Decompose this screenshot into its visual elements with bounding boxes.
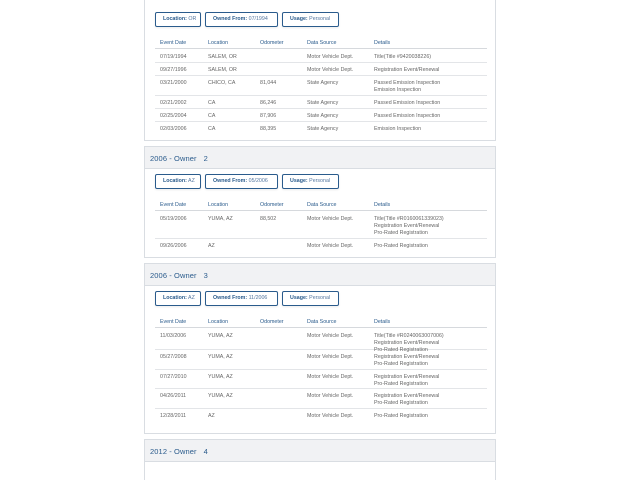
event-date-cell: 02/03/2006 (160, 126, 187, 132)
location-cell: CHICO, CA (208, 80, 236, 86)
event-date-cell: 05/19/2006 (160, 216, 187, 222)
details-cell (374, 354, 439, 368)
event-date-cell: 04/26/2011 (160, 393, 187, 399)
header-location: Location (208, 40, 229, 46)
history-row (155, 370, 487, 389)
history-row (155, 409, 487, 426)
details-line: Registration Event/Renewal (374, 67, 440, 73)
history-row (155, 76, 487, 96)
data-source-cell: Motor Vehicle Dept. (307, 67, 354, 73)
location-chip[interactable] (155, 291, 201, 306)
chip-label: Owned From: (213, 295, 248, 301)
owner-4-header[interactable] (144, 439, 496, 462)
details-line: Pro-Rated Registration (374, 243, 428, 249)
location-cell: YUMA, AZ (208, 393, 233, 399)
event-date-cell: 09/26/2006 (160, 243, 187, 249)
event-date-cell: 12/28/2011 (160, 413, 187, 419)
location-cell: CA (208, 113, 216, 119)
location-cell: YUMA, AZ (208, 374, 233, 380)
data-source-cell: Motor Vehicle Dept. (307, 413, 354, 419)
details-line: Registration Event/Renewal (374, 223, 440, 229)
event-date-cell: 05/27/2008 (160, 354, 187, 360)
event-date-cell: 09/27/1996 (160, 67, 187, 73)
owner-title-text: 2006 - Owner (150, 154, 197, 163)
owner-2-title (150, 154, 208, 163)
data-source-cell: Motor Vehicle Dept. (307, 393, 354, 399)
chip-label: Location: (163, 16, 187, 22)
header-odometer: Odometer (260, 319, 284, 325)
chip-label: Usage: (290, 178, 308, 184)
history-row (155, 96, 487, 109)
owned-from-chip[interactable] (205, 174, 278, 189)
usage-chip[interactable] (282, 174, 339, 189)
history-row (155, 109, 487, 122)
history-row (155, 50, 487, 63)
chip-value: Personal (309, 295, 331, 301)
event-date-cell: 07/19/1994 (160, 54, 187, 60)
header-data-source: Data Source (307, 202, 337, 208)
details-line: Registration Event/Renewal (374, 354, 440, 360)
history-row (155, 212, 487, 239)
details-line: Pro-Rated Registration (374, 413, 428, 419)
owner-number: 3 (203, 271, 208, 280)
data-source-cell: Motor Vehicle Dept. (307, 216, 354, 222)
history-table-header (155, 317, 487, 328)
odometer-cell: 86,246 (260, 100, 277, 106)
location-cell: SALEM, OR (208, 67, 237, 73)
location-cell: AZ (208, 243, 215, 249)
history-row (155, 329, 487, 353)
data-source-cell: Motor Vehicle Dept. (307, 374, 354, 380)
owner-3-title (150, 271, 208, 280)
history-table-header (155, 38, 487, 49)
owner-2-chips (155, 174, 455, 190)
data-source-cell: Motor Vehicle Dept. (307, 354, 354, 360)
location-cell: YUMA, AZ (208, 216, 233, 222)
chip-value: 05/2006 (248, 178, 268, 184)
owner-2-header[interactable] (144, 146, 496, 169)
data-source-cell: Motor Vehicle Dept. (307, 333, 354, 339)
owner-1-chips (155, 12, 455, 28)
history-row (155, 239, 487, 254)
owner-3-card (144, 286, 496, 434)
details-cell (374, 413, 428, 420)
usage-chip[interactable] (282, 12, 339, 27)
event-date-cell: 02/21/2002 (160, 100, 187, 106)
location-cell: YUMA, AZ (208, 354, 233, 360)
owner-2-card (144, 169, 496, 258)
header-location: Location (208, 319, 229, 325)
usage-chip[interactable] (282, 291, 339, 306)
details-cell (374, 243, 428, 250)
header-odometer: Odometer (260, 40, 284, 46)
details-line: Passed Emission Inspection (374, 100, 441, 106)
event-date-cell: 03/21/2000 (160, 80, 187, 86)
header-event-date: Event Date (160, 202, 187, 208)
data-source-cell: Motor Vehicle Dept. (307, 243, 354, 249)
details-line: Passed Emission Inspection (374, 80, 441, 86)
odometer-cell: 88,395 (260, 126, 277, 132)
chip-label: Usage: (290, 295, 308, 301)
event-date-cell: 11/03/2006 (160, 333, 187, 339)
chip-value: 11/2006 (248, 295, 268, 301)
details-line: Registration Event/Renewal (374, 393, 440, 399)
details-line: Emission Inspection (374, 126, 422, 132)
history-row (155, 389, 487, 409)
details-line: Title(Title #R0240063007006) (374, 333, 444, 339)
details-line: Pro-Rated Registration (374, 347, 428, 353)
chip-label: Owned From: (213, 16, 248, 22)
details-line: Pro-Rated Registration (374, 381, 428, 387)
header-event-date: Event Date (160, 40, 187, 46)
details-cell (374, 67, 439, 74)
owned-from-chip[interactable] (205, 291, 278, 306)
odometer-cell: 87,906 (260, 113, 277, 119)
header-event-date: Event Date (160, 319, 187, 325)
header-location: Location (208, 202, 229, 208)
chip-value: Personal (309, 178, 331, 184)
event-date-cell: 07/27/2010 (160, 374, 187, 380)
chip-label: Owned From: (213, 178, 248, 184)
chip-value: Personal (309, 16, 331, 22)
owned-from-chip[interactable] (205, 12, 278, 27)
odometer-cell: 81,044 (260, 80, 277, 86)
details-line: Pro-Rated Registration (374, 400, 428, 406)
header-odometer: Odometer (260, 202, 284, 208)
header-details: Details (374, 202, 391, 208)
owner-number: 2 (203, 154, 208, 163)
history-table-header (155, 200, 487, 211)
details-cell (374, 100, 440, 107)
details-cell (374, 126, 421, 133)
owner-1-card (144, 0, 496, 141)
details-line: Title(Title #R0160061339023) (374, 216, 444, 222)
data-source-cell: State Agency (307, 80, 339, 86)
history-row (155, 63, 487, 76)
details-line: Title(Title #9420038226) (374, 54, 432, 60)
location-chip[interactable] (155, 174, 201, 189)
chip-label: Usage: (290, 16, 308, 22)
details-line: Emission Inspection (374, 87, 422, 93)
data-source-cell: State Agency (307, 100, 339, 106)
details-cell (374, 54, 431, 61)
header-details: Details (374, 40, 391, 46)
details-cell (374, 374, 439, 388)
chip-value: AZ (188, 295, 195, 301)
data-source-cell: Motor Vehicle Dept. (307, 54, 354, 60)
details-cell (374, 80, 440, 94)
location-cell: YUMA, AZ (208, 333, 233, 339)
owner-4-card (144, 462, 496, 480)
owner-title-text: 2012 - Owner (150, 447, 197, 456)
details-cell (374, 113, 440, 120)
chip-value: 07/1994 (248, 16, 268, 22)
odometer-cell: 88,502 (260, 216, 277, 222)
details-line: Passed Emission Inspection (374, 113, 441, 119)
chip-label: Location: (163, 178, 187, 184)
history-row (155, 122, 487, 135)
location-cell: AZ (208, 413, 215, 419)
header-data-source: Data Source (307, 319, 337, 325)
location-cell: CA (208, 100, 216, 106)
chip-value: OR (188, 16, 197, 22)
header-data-source: Data Source (307, 40, 337, 46)
chip-label: Location: (163, 295, 187, 301)
location-cell: SALEM, OR (208, 54, 237, 60)
chip-value: AZ (188, 178, 195, 184)
details-line: Registration Event/Renewal (374, 374, 440, 380)
data-source-cell: State Agency (307, 113, 339, 119)
details-cell (374, 393, 439, 407)
header-details: Details (374, 319, 391, 325)
owner-3-chips (155, 291, 455, 307)
history-row (155, 350, 487, 370)
location-chip[interactable] (155, 12, 201, 27)
event-date-cell: 02/25/2004 (160, 113, 187, 119)
owner-3-header[interactable] (144, 263, 496, 286)
data-source-cell: State Agency (307, 126, 339, 132)
owner-4-title (150, 447, 208, 456)
details-line: Registration Event/Renewal (374, 340, 440, 346)
details-line: Pro-Rated Registration (374, 230, 428, 236)
owner-number: 4 (203, 447, 208, 456)
owner-title-text: 2006 - Owner (150, 271, 197, 280)
location-cell: CA (208, 126, 216, 132)
details-line: Pro-Rated Registration (374, 361, 428, 367)
details-cell (374, 216, 444, 237)
